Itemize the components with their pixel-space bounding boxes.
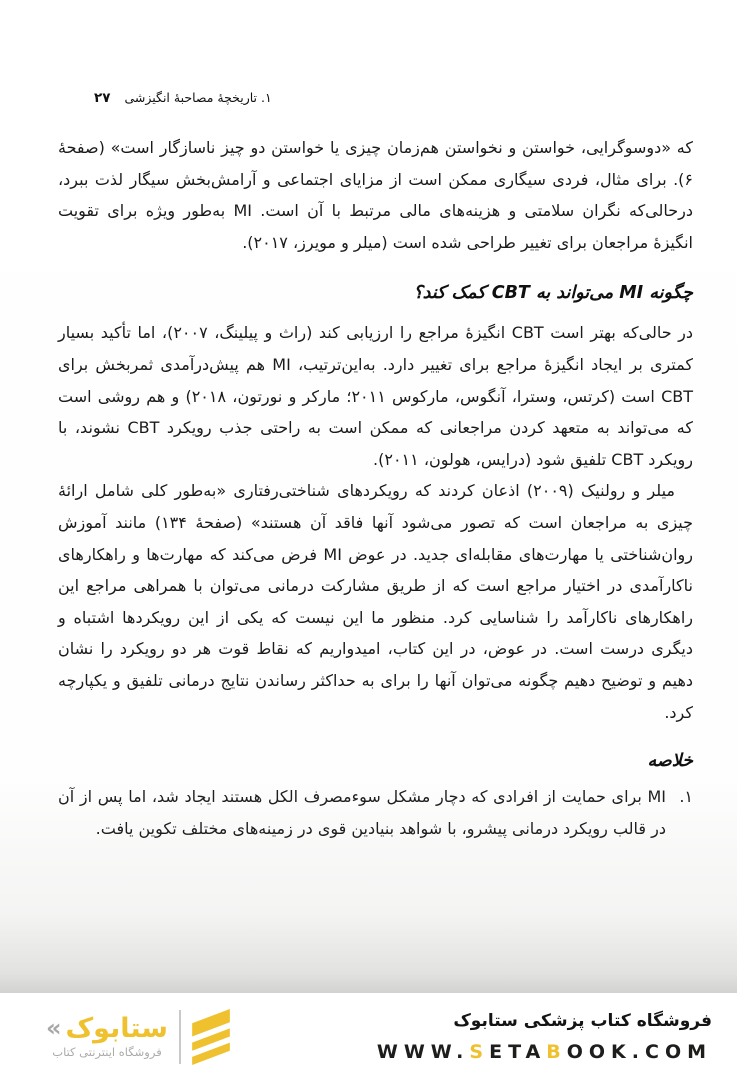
setabook-brand-logo: [46, 1009, 230, 1065]
logo-wordmark: [46, 1012, 168, 1044]
page-body: [58, 132, 693, 844]
list-item-number: ۱.: [679, 787, 693, 807]
url-b-highlight: B: [546, 1040, 567, 1063]
url-eta: ETA: [489, 1040, 547, 1063]
url-s-highlight: S: [469, 1040, 490, 1063]
url-rest: OOK.COM: [566, 1040, 712, 1063]
page-number: ۲۷: [94, 90, 111, 106]
url-www: WWW.: [376, 1040, 470, 1063]
section-heading-summary: خلاصه: [647, 751, 693, 772]
publisher-footer: [0, 993, 737, 1080]
logo-wordmark-text: ستابوک: [65, 1012, 168, 1044]
store-title: فروشگاه کتاب پزشکی ستابوک: [453, 1010, 712, 1031]
guillemet-icon: «: [46, 1014, 62, 1042]
summary-list-item-1: [58, 781, 693, 844]
paragraph-ambivalence: که «دوسوگرایی، خواستن و نخواستن هم‌زمان چیزی یا خواستن دو چیز ناسازگار است» (صفحهٔ ۶). برای مثال، فردی سیگاری ممکن است از مزایای اجتماعی و آرامش‌بخش سیگار لذت ببرد، درحالی‌که نگران سلامتی و هزینه‌های مالی مرتبط با آن است. MI به‌طور ویژه برای تقویت انگیزهٔ مراجعان برای تغییر طراحی شده است (میلر و مویرز، ۲۰۱۷).: [58, 138, 694, 252]
paragraph-cbt-motivation: در حالی‌که بهتر است CBT انگیزهٔ مراجع را ارزیابی کند (راث و پیلینگ، ۲۰۰۷)، اما تأکید بسیار کمتری بر ایجاد انگیزهٔ مراجع برای تغییر دارد. به‌این‌ترتیب، MI هم پیش‌درآمدی ثمربخش برای CBT است (کرتس، وسترا، آنگوس، مارکوس ۲۰۱۱؛ مارکر و نورتون، ۲۰۱۸) و هم روشی است که می‌تواند به متعهد کردن مراجعانی که ممکن است به راحتی جذب رویکرد CBT نشوند، با رویکرد CBT تلفیق شود (درایس، هولون، ۲۰۱۱).: [58, 323, 694, 469]
running-head: [94, 90, 272, 106]
footer-text-block: [377, 1011, 712, 1063]
chevron-stack-logo-icon: [192, 1009, 230, 1065]
paragraph-miller-rollnick: میلر و رولنیک (۲۰۰۹) اذعان کردند که رویکردهای شناختی‌رفتاری «به‌طور کلی شامل ارائهٔ چیزی به مراجعان است که تصور می‌شود آنها فاقد آن هستند» (صفحهٔ ۱۳۴) مانند آموزش روان‌شناختی یا مهارت‌های مقابله‌ای جدید. در عوض MI فرض می‌کند که مهارت‌ها و راهکارهای ناکارآمدی در اختیار مراجع است که از طریق مشارکت درمانی می‌توان با همراهی مراجع این راهکارهای ناکارآمد را شناسایی کرد. منظور ما این نیست که یکی از این رویکردها اشتباه و دیگری درست است. در عوض، در این کتاب، امیدواریم که نقاط قوت هر دو رویکرد را نشان دهیم و توضیح دهیم چگونه می‌توان آنها را برای به حداکثر رساندن نتایج درمانی تلفیق و یکپارچه کرد.: [58, 481, 694, 722]
chapter-title: ۱. تاریخچهٔ مصاحبهٔ انگیزشی: [124, 90, 272, 105]
logo-wordmark-block: [46, 1012, 168, 1059]
section-heading-mi-cbt: چگونه MI می‌تواند به CBT کمک کند؟: [413, 283, 693, 304]
list-item-text: MI برای حمایت از افرادی که دچار مشکل سوءمصرف الکل هستند ایجاد شد، اما پس از آن در قالب رویکرد درمانی پیشرو، با شواهد بنیادین قوی در زمینه‌های مختلف تکوین یافت.: [58, 787, 666, 838]
website-url: [377, 1041, 712, 1063]
logo-tagline: فروشگاه اینترنتی کتاب: [52, 1044, 162, 1059]
logo-divider: [179, 1010, 181, 1064]
